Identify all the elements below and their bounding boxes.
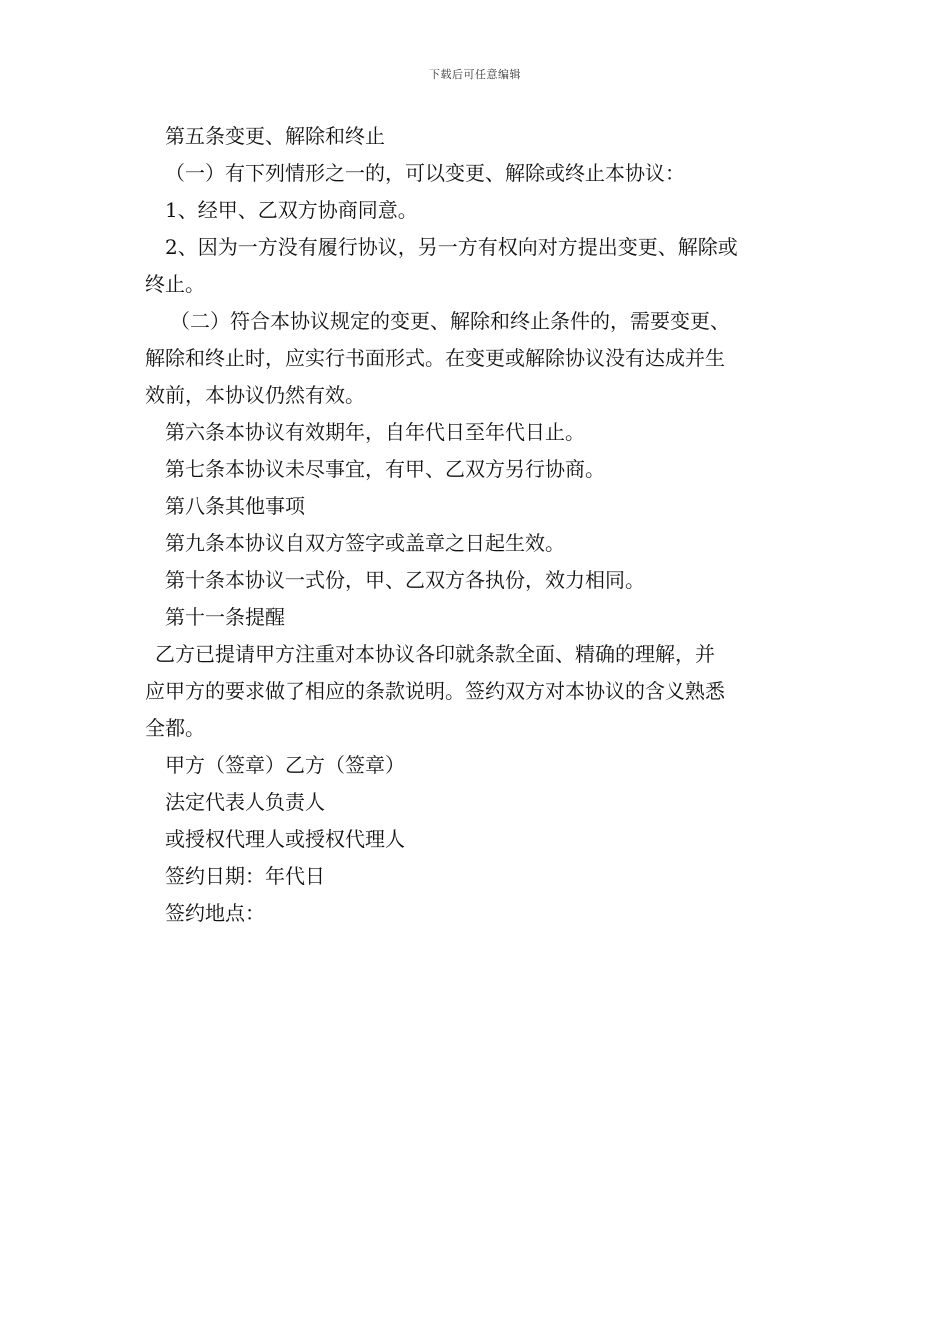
article-11-text-1: 乙方已提请甲方注重对本协议各印就条款全面、精确的理解，并	[155, 642, 715, 666]
signing-date: 签约日期：年代日	[165, 864, 325, 888]
signing-place: 签约地点：	[165, 901, 265, 925]
clause-5-1-item-2-cont: 终止。	[145, 272, 205, 296]
clause-5-1-item-1: 1、经甲、乙双方协商同意。	[165, 198, 418, 222]
article-10: 第十条本协议一式份，甲、乙双方各执份，效力相同。	[165, 568, 645, 592]
article-9: 第九条本协议自双方签字或盖章之日起生效。	[165, 531, 565, 555]
article-7: 第七条本协议未尽事宜，有甲、乙双方另行协商。	[165, 457, 605, 481]
clause-5-2-cont-2: 效前，本协议仍然有效。	[145, 383, 365, 407]
article-5-title: 第五条变更、解除和终止	[165, 124, 385, 148]
clause-5-1: （一）有下列情形之一的，可以变更、解除或终止本协议：	[165, 161, 685, 185]
article-6: 第六条本协议有效期年，自年代日至年代日止。	[165, 420, 585, 444]
clause-5-2: （二）符合本协议规定的变更、解除和终止条件的，需要变更、	[170, 309, 730, 333]
clause-5-1-item-2: 2、因为一方没有履行协议，另一方有权向对方提出变更、解除或	[165, 235, 738, 259]
signature-legal-rep: 法定代表人负责人	[165, 790, 325, 814]
article-8: 第八条其他事项	[165, 494, 305, 518]
article-11-text-3: 全都。	[145, 716, 205, 740]
clause-5-2-cont-1: 解除和终止时，应实行书面形式。在变更或解除协议没有达成并生	[145, 346, 725, 370]
page-header: 下载后可任意编辑	[429, 68, 521, 81]
signature-parties: 甲方（签章）乙方（签章）	[165, 753, 405, 777]
document-body	[145, 118, 807, 932]
article-11-text-2: 应甲方的要求做了相应的条款说明。签约双方对本协议的含义熟悉	[145, 679, 725, 703]
signature-authorized-agent: 或授权代理人或授权代理人	[165, 827, 405, 851]
article-11-title: 第十一条提醒	[165, 605, 285, 629]
